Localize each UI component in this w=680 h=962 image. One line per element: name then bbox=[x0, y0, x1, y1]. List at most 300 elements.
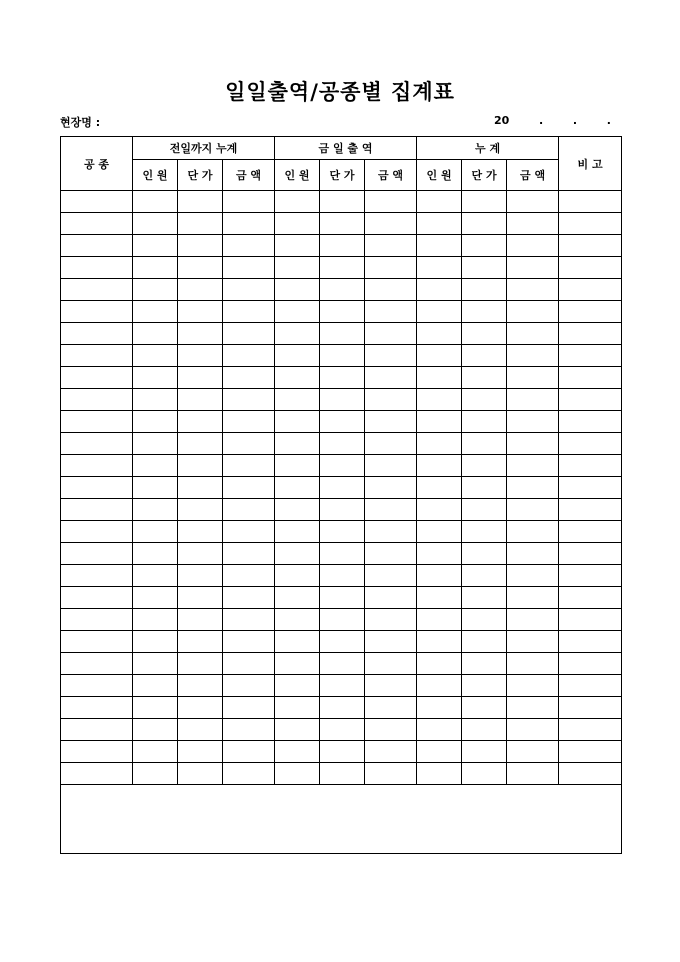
table-cell[interactable] bbox=[462, 213, 507, 235]
table-cell[interactable] bbox=[559, 191, 622, 213]
table-cell[interactable] bbox=[417, 675, 462, 697]
table-cell[interactable] bbox=[223, 455, 275, 477]
table-cell[interactable] bbox=[223, 587, 275, 609]
table-cell[interactable] bbox=[133, 279, 178, 301]
table-cell[interactable] bbox=[417, 631, 462, 653]
table-cell[interactable] bbox=[275, 235, 320, 257]
table-cell[interactable] bbox=[320, 257, 365, 279]
table-cell[interactable] bbox=[507, 433, 559, 455]
table-cell[interactable] bbox=[320, 191, 365, 213]
table-cell[interactable] bbox=[462, 587, 507, 609]
table-cell[interactable] bbox=[462, 301, 507, 323]
table-cell[interactable] bbox=[320, 279, 365, 301]
table-cell[interactable] bbox=[365, 675, 417, 697]
table-cell[interactable] bbox=[61, 191, 133, 213]
table-cell[interactable] bbox=[178, 301, 223, 323]
table-cell[interactable] bbox=[417, 653, 462, 675]
table-cell[interactable] bbox=[178, 411, 223, 433]
table-cell[interactable] bbox=[507, 345, 559, 367]
table-cell[interactable] bbox=[507, 521, 559, 543]
table-cell[interactable] bbox=[320, 411, 365, 433]
table-cell[interactable] bbox=[275, 565, 320, 587]
table-cell[interactable] bbox=[61, 565, 133, 587]
table-cell[interactable] bbox=[462, 433, 507, 455]
table-cell[interactable] bbox=[133, 345, 178, 367]
table-cell[interactable] bbox=[507, 389, 559, 411]
table-cell[interactable] bbox=[417, 763, 462, 785]
table-cell[interactable] bbox=[559, 653, 622, 675]
table-cell[interactable] bbox=[320, 345, 365, 367]
table-cell[interactable] bbox=[417, 609, 462, 631]
table-cell[interactable] bbox=[275, 345, 320, 367]
table-cell[interactable] bbox=[133, 587, 178, 609]
table-cell[interactable] bbox=[462, 235, 507, 257]
table-cell[interactable] bbox=[133, 499, 178, 521]
table-cell[interactable] bbox=[133, 477, 178, 499]
table-cell[interactable] bbox=[61, 609, 133, 631]
table-cell[interactable] bbox=[223, 411, 275, 433]
table-cell[interactable] bbox=[223, 741, 275, 763]
table-cell[interactable] bbox=[61, 257, 133, 279]
table-cell[interactable] bbox=[223, 631, 275, 653]
table-cell[interactable] bbox=[133, 433, 178, 455]
table-cell[interactable] bbox=[223, 653, 275, 675]
table-cell[interactable] bbox=[275, 587, 320, 609]
table-cell[interactable] bbox=[559, 675, 622, 697]
table-cell[interactable] bbox=[275, 477, 320, 499]
table-cell[interactable] bbox=[275, 609, 320, 631]
table-cell[interactable] bbox=[61, 741, 133, 763]
table-cell[interactable] bbox=[133, 235, 178, 257]
table-cell[interactable] bbox=[559, 719, 622, 741]
table-cell[interactable] bbox=[417, 191, 462, 213]
table-cell[interactable] bbox=[178, 609, 223, 631]
table-cell[interactable] bbox=[365, 763, 417, 785]
table-cell[interactable] bbox=[417, 411, 462, 433]
table-cell[interactable] bbox=[320, 697, 365, 719]
table-cell[interactable] bbox=[462, 455, 507, 477]
table-cell[interactable] bbox=[275, 323, 320, 345]
table-cell[interactable] bbox=[223, 301, 275, 323]
table-cell[interactable] bbox=[223, 499, 275, 521]
table-cell[interactable] bbox=[365, 741, 417, 763]
table-cell[interactable] bbox=[178, 587, 223, 609]
table-cell[interactable] bbox=[320, 631, 365, 653]
table-cell[interactable] bbox=[61, 763, 133, 785]
table-cell[interactable] bbox=[507, 257, 559, 279]
table-cell[interactable] bbox=[559, 631, 622, 653]
table-cell[interactable] bbox=[133, 763, 178, 785]
table-cell[interactable] bbox=[559, 235, 622, 257]
table-cell[interactable] bbox=[462, 279, 507, 301]
table-cell[interactable] bbox=[223, 367, 275, 389]
table-cell[interactable] bbox=[275, 411, 320, 433]
table-cell[interactable] bbox=[133, 411, 178, 433]
table-cell[interactable] bbox=[178, 499, 223, 521]
table-cell[interactable] bbox=[365, 301, 417, 323]
table-cell[interactable] bbox=[417, 433, 462, 455]
table-cell[interactable] bbox=[559, 697, 622, 719]
table-cell[interactable] bbox=[365, 279, 417, 301]
table-cell[interactable] bbox=[275, 301, 320, 323]
table-cell[interactable] bbox=[133, 257, 178, 279]
table-cell[interactable] bbox=[61, 653, 133, 675]
table-cell[interactable] bbox=[178, 257, 223, 279]
table-cell[interactable] bbox=[61, 719, 133, 741]
table-cell[interactable] bbox=[507, 191, 559, 213]
table-cell[interactable] bbox=[320, 455, 365, 477]
table-cell[interactable] bbox=[275, 191, 320, 213]
table-cell[interactable] bbox=[462, 323, 507, 345]
table-cell[interactable] bbox=[462, 565, 507, 587]
table-cell[interactable] bbox=[275, 675, 320, 697]
table-cell[interactable] bbox=[365, 213, 417, 235]
table-cell[interactable] bbox=[365, 477, 417, 499]
table-cell[interactable] bbox=[365, 323, 417, 345]
table-cell[interactable] bbox=[133, 675, 178, 697]
table-cell[interactable] bbox=[507, 411, 559, 433]
table-cell[interactable] bbox=[462, 697, 507, 719]
table-cell[interactable] bbox=[223, 477, 275, 499]
table-cell[interactable] bbox=[61, 675, 133, 697]
table-cell[interactable] bbox=[320, 565, 365, 587]
table-cell[interactable] bbox=[61, 543, 133, 565]
table-cell[interactable] bbox=[365, 521, 417, 543]
table-cell[interactable] bbox=[61, 301, 133, 323]
table-cell[interactable] bbox=[462, 411, 507, 433]
table-cell[interactable] bbox=[462, 609, 507, 631]
table-cell[interactable] bbox=[178, 631, 223, 653]
table-cell[interactable] bbox=[559, 521, 622, 543]
table-cell[interactable] bbox=[365, 565, 417, 587]
table-cell[interactable] bbox=[507, 719, 559, 741]
table-cell[interactable] bbox=[365, 455, 417, 477]
table-cell[interactable] bbox=[507, 477, 559, 499]
table-cell[interactable] bbox=[559, 565, 622, 587]
table-cell[interactable] bbox=[61, 587, 133, 609]
table-cell[interactable] bbox=[61, 697, 133, 719]
table-cell[interactable] bbox=[417, 279, 462, 301]
table-cell[interactable] bbox=[133, 565, 178, 587]
table-cell[interactable] bbox=[320, 367, 365, 389]
table-cell[interactable] bbox=[178, 741, 223, 763]
table-cell[interactable] bbox=[61, 455, 133, 477]
table-cell[interactable] bbox=[61, 213, 133, 235]
table-cell[interactable] bbox=[507, 301, 559, 323]
table-cell[interactable] bbox=[133, 697, 178, 719]
table-cell[interactable] bbox=[462, 675, 507, 697]
table-cell[interactable] bbox=[365, 367, 417, 389]
table-cell[interactable] bbox=[559, 301, 622, 323]
table-cell[interactable] bbox=[559, 389, 622, 411]
table-cell[interactable] bbox=[365, 609, 417, 631]
table-cell[interactable] bbox=[507, 213, 559, 235]
table-cell[interactable] bbox=[133, 455, 178, 477]
table-cell[interactable] bbox=[275, 631, 320, 653]
table-cell[interactable] bbox=[320, 653, 365, 675]
table-cell[interactable] bbox=[320, 499, 365, 521]
table-cell[interactable] bbox=[417, 213, 462, 235]
table-cell[interactable] bbox=[559, 257, 622, 279]
table-cell[interactable] bbox=[365, 389, 417, 411]
table-cell[interactable] bbox=[178, 719, 223, 741]
table-cell[interactable] bbox=[223, 697, 275, 719]
table-cell[interactable] bbox=[178, 477, 223, 499]
table-cell[interactable] bbox=[365, 433, 417, 455]
table-cell[interactable] bbox=[223, 213, 275, 235]
table-cell[interactable] bbox=[320, 235, 365, 257]
table-cell[interactable] bbox=[365, 345, 417, 367]
table-cell[interactable] bbox=[61, 323, 133, 345]
table-cell[interactable] bbox=[275, 257, 320, 279]
table-cell[interactable] bbox=[178, 213, 223, 235]
group-header: 전일까지 누계 bbox=[133, 137, 275, 160]
table-cell[interactable] bbox=[133, 543, 178, 565]
table-cell[interactable] bbox=[559, 213, 622, 235]
table-cell[interactable] bbox=[559, 367, 622, 389]
table-cell[interactable] bbox=[275, 543, 320, 565]
table-cell[interactable] bbox=[417, 697, 462, 719]
table-cell[interactable] bbox=[275, 279, 320, 301]
table-cell[interactable] bbox=[61, 235, 133, 257]
table-cell[interactable] bbox=[462, 631, 507, 653]
table-cell[interactable] bbox=[365, 543, 417, 565]
table-cell[interactable] bbox=[559, 323, 622, 345]
table-cell[interactable] bbox=[559, 763, 622, 785]
table-cell[interactable] bbox=[507, 455, 559, 477]
table-cell[interactable] bbox=[223, 609, 275, 631]
table-cell[interactable] bbox=[320, 433, 365, 455]
table-cell[interactable] bbox=[61, 477, 133, 499]
table-cell[interactable] bbox=[178, 653, 223, 675]
table-cell[interactable] bbox=[275, 499, 320, 521]
table-cell[interactable] bbox=[559, 587, 622, 609]
table-cell[interactable] bbox=[365, 653, 417, 675]
table-cell[interactable] bbox=[223, 191, 275, 213]
table-cell[interactable] bbox=[320, 719, 365, 741]
table-cell[interactable] bbox=[320, 763, 365, 785]
table-cell[interactable] bbox=[320, 609, 365, 631]
table-cell[interactable] bbox=[462, 763, 507, 785]
table-cell[interactable] bbox=[320, 543, 365, 565]
table-cell[interactable] bbox=[507, 587, 559, 609]
table-cell[interactable] bbox=[507, 367, 559, 389]
table-cell[interactable] bbox=[178, 191, 223, 213]
table-cell[interactable] bbox=[223, 279, 275, 301]
table-cell[interactable] bbox=[61, 499, 133, 521]
table-cell[interactable] bbox=[275, 433, 320, 455]
table-cell[interactable] bbox=[417, 301, 462, 323]
table-cell[interactable] bbox=[559, 433, 622, 455]
table-cell[interactable] bbox=[507, 653, 559, 675]
table-cell[interactable] bbox=[61, 433, 133, 455]
table-cell[interactable] bbox=[462, 719, 507, 741]
table-cell[interactable] bbox=[133, 213, 178, 235]
table-cell[interactable] bbox=[559, 477, 622, 499]
table-cell[interactable] bbox=[178, 455, 223, 477]
table-cell[interactable] bbox=[320, 675, 365, 697]
table-cell[interactable] bbox=[61, 521, 133, 543]
table-cell[interactable] bbox=[178, 235, 223, 257]
table-cell[interactable] bbox=[320, 587, 365, 609]
table-cell[interactable] bbox=[462, 499, 507, 521]
table-cell[interactable] bbox=[507, 279, 559, 301]
table-cell[interactable] bbox=[275, 697, 320, 719]
table-cell[interactable] bbox=[275, 455, 320, 477]
table-cell[interactable] bbox=[133, 631, 178, 653]
table-cell[interactable] bbox=[365, 631, 417, 653]
table-cell[interactable] bbox=[178, 521, 223, 543]
table-cell[interactable] bbox=[61, 345, 133, 367]
table-cell[interactable] bbox=[462, 653, 507, 675]
table-cell[interactable] bbox=[275, 653, 320, 675]
table-cell[interactable] bbox=[178, 697, 223, 719]
table-cell[interactable] bbox=[462, 389, 507, 411]
table-cell[interactable] bbox=[417, 389, 462, 411]
table-cell[interactable] bbox=[223, 543, 275, 565]
table-cell[interactable] bbox=[133, 609, 178, 631]
table-cell[interactable] bbox=[320, 741, 365, 763]
table-cell[interactable] bbox=[559, 741, 622, 763]
table-cell[interactable] bbox=[417, 543, 462, 565]
table-cell[interactable] bbox=[178, 543, 223, 565]
notes-cell[interactable] bbox=[61, 785, 622, 854]
table-cell[interactable] bbox=[417, 499, 462, 521]
table-cell[interactable] bbox=[417, 477, 462, 499]
table-cell[interactable] bbox=[275, 367, 320, 389]
table-cell[interactable] bbox=[417, 323, 462, 345]
table-cell[interactable] bbox=[559, 411, 622, 433]
table-cell[interactable] bbox=[223, 719, 275, 741]
table-cell[interactable] bbox=[417, 455, 462, 477]
table-cell[interactable] bbox=[223, 323, 275, 345]
table-cell[interactable] bbox=[365, 257, 417, 279]
table-cell[interactable] bbox=[320, 521, 365, 543]
table-cell[interactable] bbox=[462, 367, 507, 389]
table-cell[interactable] bbox=[133, 389, 178, 411]
table-cell[interactable] bbox=[275, 389, 320, 411]
table-cell[interactable] bbox=[507, 499, 559, 521]
table-cell[interactable] bbox=[365, 411, 417, 433]
sub-header: 단 가 bbox=[178, 160, 223, 191]
table-cell[interactable] bbox=[507, 763, 559, 785]
table-cell[interactable] bbox=[320, 389, 365, 411]
table-cell[interactable] bbox=[417, 345, 462, 367]
table-cell[interactable] bbox=[417, 235, 462, 257]
table-cell[interactable] bbox=[365, 697, 417, 719]
table-cell[interactable] bbox=[223, 565, 275, 587]
table-cell[interactable] bbox=[178, 675, 223, 697]
table-cell[interactable] bbox=[223, 257, 275, 279]
table-cell[interactable] bbox=[365, 719, 417, 741]
table-cell[interactable] bbox=[417, 367, 462, 389]
table-cell[interactable] bbox=[320, 323, 365, 345]
table-cell[interactable] bbox=[417, 257, 462, 279]
table-cell[interactable] bbox=[417, 587, 462, 609]
table-cell[interactable] bbox=[275, 521, 320, 543]
table-cell[interactable] bbox=[178, 323, 223, 345]
table-cell[interactable] bbox=[133, 367, 178, 389]
table-cell[interactable] bbox=[507, 631, 559, 653]
table-cell[interactable] bbox=[178, 367, 223, 389]
table-cell[interactable] bbox=[417, 741, 462, 763]
table-cell[interactable] bbox=[559, 543, 622, 565]
table-cell[interactable] bbox=[223, 521, 275, 543]
table-cell[interactable] bbox=[133, 191, 178, 213]
table-cell[interactable] bbox=[559, 279, 622, 301]
table-cell[interactable] bbox=[462, 345, 507, 367]
table-cell[interactable] bbox=[178, 389, 223, 411]
table-cell[interactable] bbox=[223, 763, 275, 785]
table-cell[interactable] bbox=[507, 609, 559, 631]
table-cell[interactable] bbox=[559, 455, 622, 477]
table-cell[interactable] bbox=[61, 367, 133, 389]
table-cell[interactable] bbox=[61, 411, 133, 433]
table-cell[interactable] bbox=[223, 345, 275, 367]
table-cell[interactable] bbox=[275, 213, 320, 235]
table-cell[interactable] bbox=[133, 741, 178, 763]
table-cell[interactable] bbox=[133, 719, 178, 741]
table-cell[interactable] bbox=[61, 279, 133, 301]
table-cell[interactable] bbox=[223, 433, 275, 455]
table-cell[interactable] bbox=[178, 763, 223, 785]
table-cell[interactable] bbox=[61, 631, 133, 653]
table-cell[interactable] bbox=[133, 521, 178, 543]
table-cell[interactable] bbox=[417, 521, 462, 543]
table-cell[interactable] bbox=[559, 609, 622, 631]
table-cell[interactable] bbox=[365, 235, 417, 257]
table-cell[interactable] bbox=[223, 389, 275, 411]
table-cell[interactable] bbox=[320, 477, 365, 499]
table-cell[interactable] bbox=[507, 741, 559, 763]
table-cell[interactable] bbox=[133, 653, 178, 675]
table-cell[interactable] bbox=[365, 191, 417, 213]
table-cell[interactable] bbox=[365, 499, 417, 521]
table-cell[interactable] bbox=[133, 323, 178, 345]
table-cell[interactable] bbox=[417, 719, 462, 741]
table-cell[interactable] bbox=[417, 565, 462, 587]
table-cell[interactable] bbox=[559, 345, 622, 367]
table-cell[interactable] bbox=[462, 257, 507, 279]
table-cell[interactable] bbox=[507, 697, 559, 719]
table-cell[interactable] bbox=[178, 433, 223, 455]
table-cell[interactable] bbox=[133, 301, 178, 323]
table-cell[interactable] bbox=[320, 301, 365, 323]
table-cell[interactable] bbox=[507, 675, 559, 697]
table-cell[interactable] bbox=[559, 499, 622, 521]
table-cell[interactable] bbox=[178, 345, 223, 367]
table-cell[interactable] bbox=[275, 741, 320, 763]
table-cell[interactable] bbox=[462, 477, 507, 499]
table-cell[interactable] bbox=[178, 279, 223, 301]
table-cell[interactable] bbox=[365, 587, 417, 609]
table-cell[interactable] bbox=[507, 565, 559, 587]
table-cell[interactable] bbox=[61, 389, 133, 411]
table-cell[interactable] bbox=[462, 191, 507, 213]
table-cell[interactable] bbox=[462, 521, 507, 543]
table-cell[interactable] bbox=[275, 719, 320, 741]
table-cell[interactable] bbox=[223, 675, 275, 697]
table-cell[interactable] bbox=[507, 543, 559, 565]
table-cell[interactable] bbox=[507, 323, 559, 345]
table-cell[interactable] bbox=[223, 235, 275, 257]
table-cell[interactable] bbox=[462, 741, 507, 763]
table-cell[interactable] bbox=[178, 565, 223, 587]
table-cell[interactable] bbox=[275, 763, 320, 785]
table-cell[interactable] bbox=[462, 543, 507, 565]
table-cell[interactable] bbox=[320, 213, 365, 235]
table-cell[interactable] bbox=[507, 235, 559, 257]
